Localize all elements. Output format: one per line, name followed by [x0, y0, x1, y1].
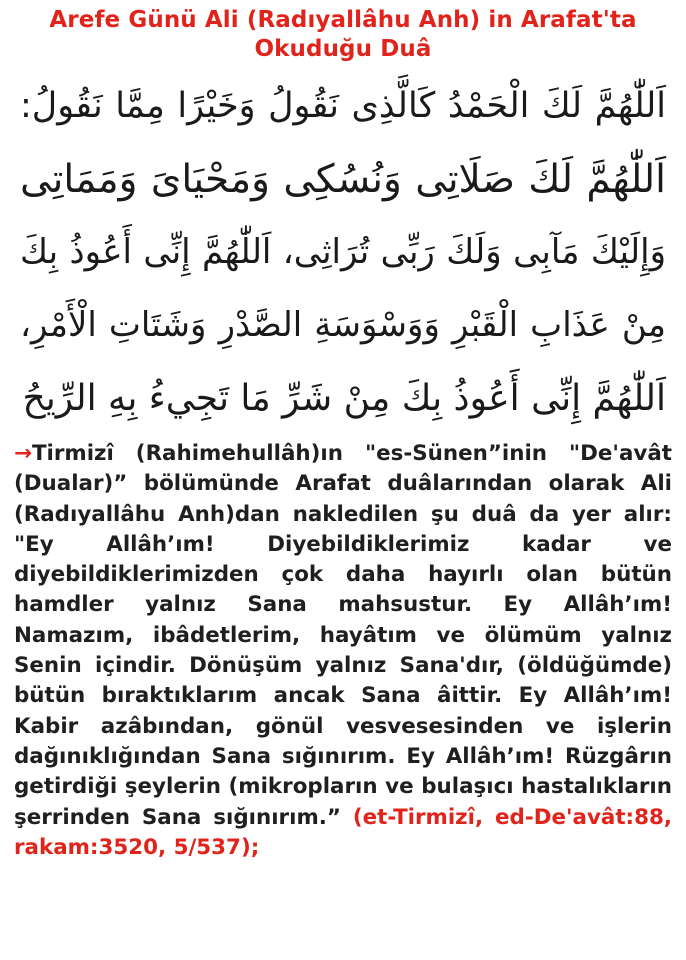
arabic-dua-text [14, 70, 672, 435]
arabic-line-2: اَللّٰهُمَّ لَكَ صَلَاتِى وَنُسُكِى وَمَحْيَاىَ وَمَمَاتِى [20, 157, 666, 202]
arabic-line-4: مِنْ عَذَابِ الْقَبْرِ وَوَسْوَسَةِ الصَّدْرِ وَشَتَاتِ الْأَمْرِ، [20, 305, 666, 345]
translation-quote: "Ey Allâh’ım! Diyebildiklerimiz kadar ve diyebildiklerimizden çok daha hayırlı olan bütün hamdler yalnız Sana mahsustur. Ey Allâh’ım! Namazım, ibâdetlerim, hayâtım ve ölümüm yalnız Senin içindir. Dönüşüm yalnız Sana'dır, (öldüğümde) bütün bıraktıklarım ancak Sana âittir. Ey Allâh’ım! Kabir azâbından, gönül vesvesesinden ve işlerin dağınıklığından Sana sığınırım. Ey Allâh’ım! Rüzgârın getirdiği şeylerin (mikropların ve bulaşıcı hastalıkların şerrinden Sana sığınırım.” [14, 531, 672, 830]
source-citation: (et-Tirmizî, ed-De'avât:88, rakam:3520, 5/537); [14, 804, 673, 860]
arabic-line-5: اَللّٰهُمَّ إِنِّى أَعُوذُ بِكَ مِنْ شَرِّ مَا تَجِيءُ بِهِ الرِّيحُ [22, 378, 666, 419]
title-line-1: Arefe Günü Ali (Radıyallâhu Anh) in Arafat'ta [49, 7, 637, 33]
translation-intro: Tirmizî (Rahimehullâh)ın "es-Sünen”inin "De'avât (Dualar)” bölümünde Arafat duâlarından olarak Ali (Radıyallâhu Anh)dan nakledilen şu duâ da yer alır: [14, 441, 672, 527]
turkish-translation [14, 439, 672, 863]
arabic-line-1: اَللّٰهُمَّ لَكَ الْحَمْدُ كَالَّذِى نَقُولُ وَخَيْرًا مِمَّا نَقُولُ: [20, 86, 666, 126]
page-title [14, 6, 672, 64]
title-line-2: Okuduğu Duâ [254, 36, 432, 62]
arabic-line-3: وَإِلَيْكَ مَآبِى وَلَكَ رَبِّى تُرَاثِى، اَللّٰهُمَّ إِنِّى أَعُوذُ بِكَ [20, 232, 666, 272]
arrow-icon: → [14, 441, 32, 466]
